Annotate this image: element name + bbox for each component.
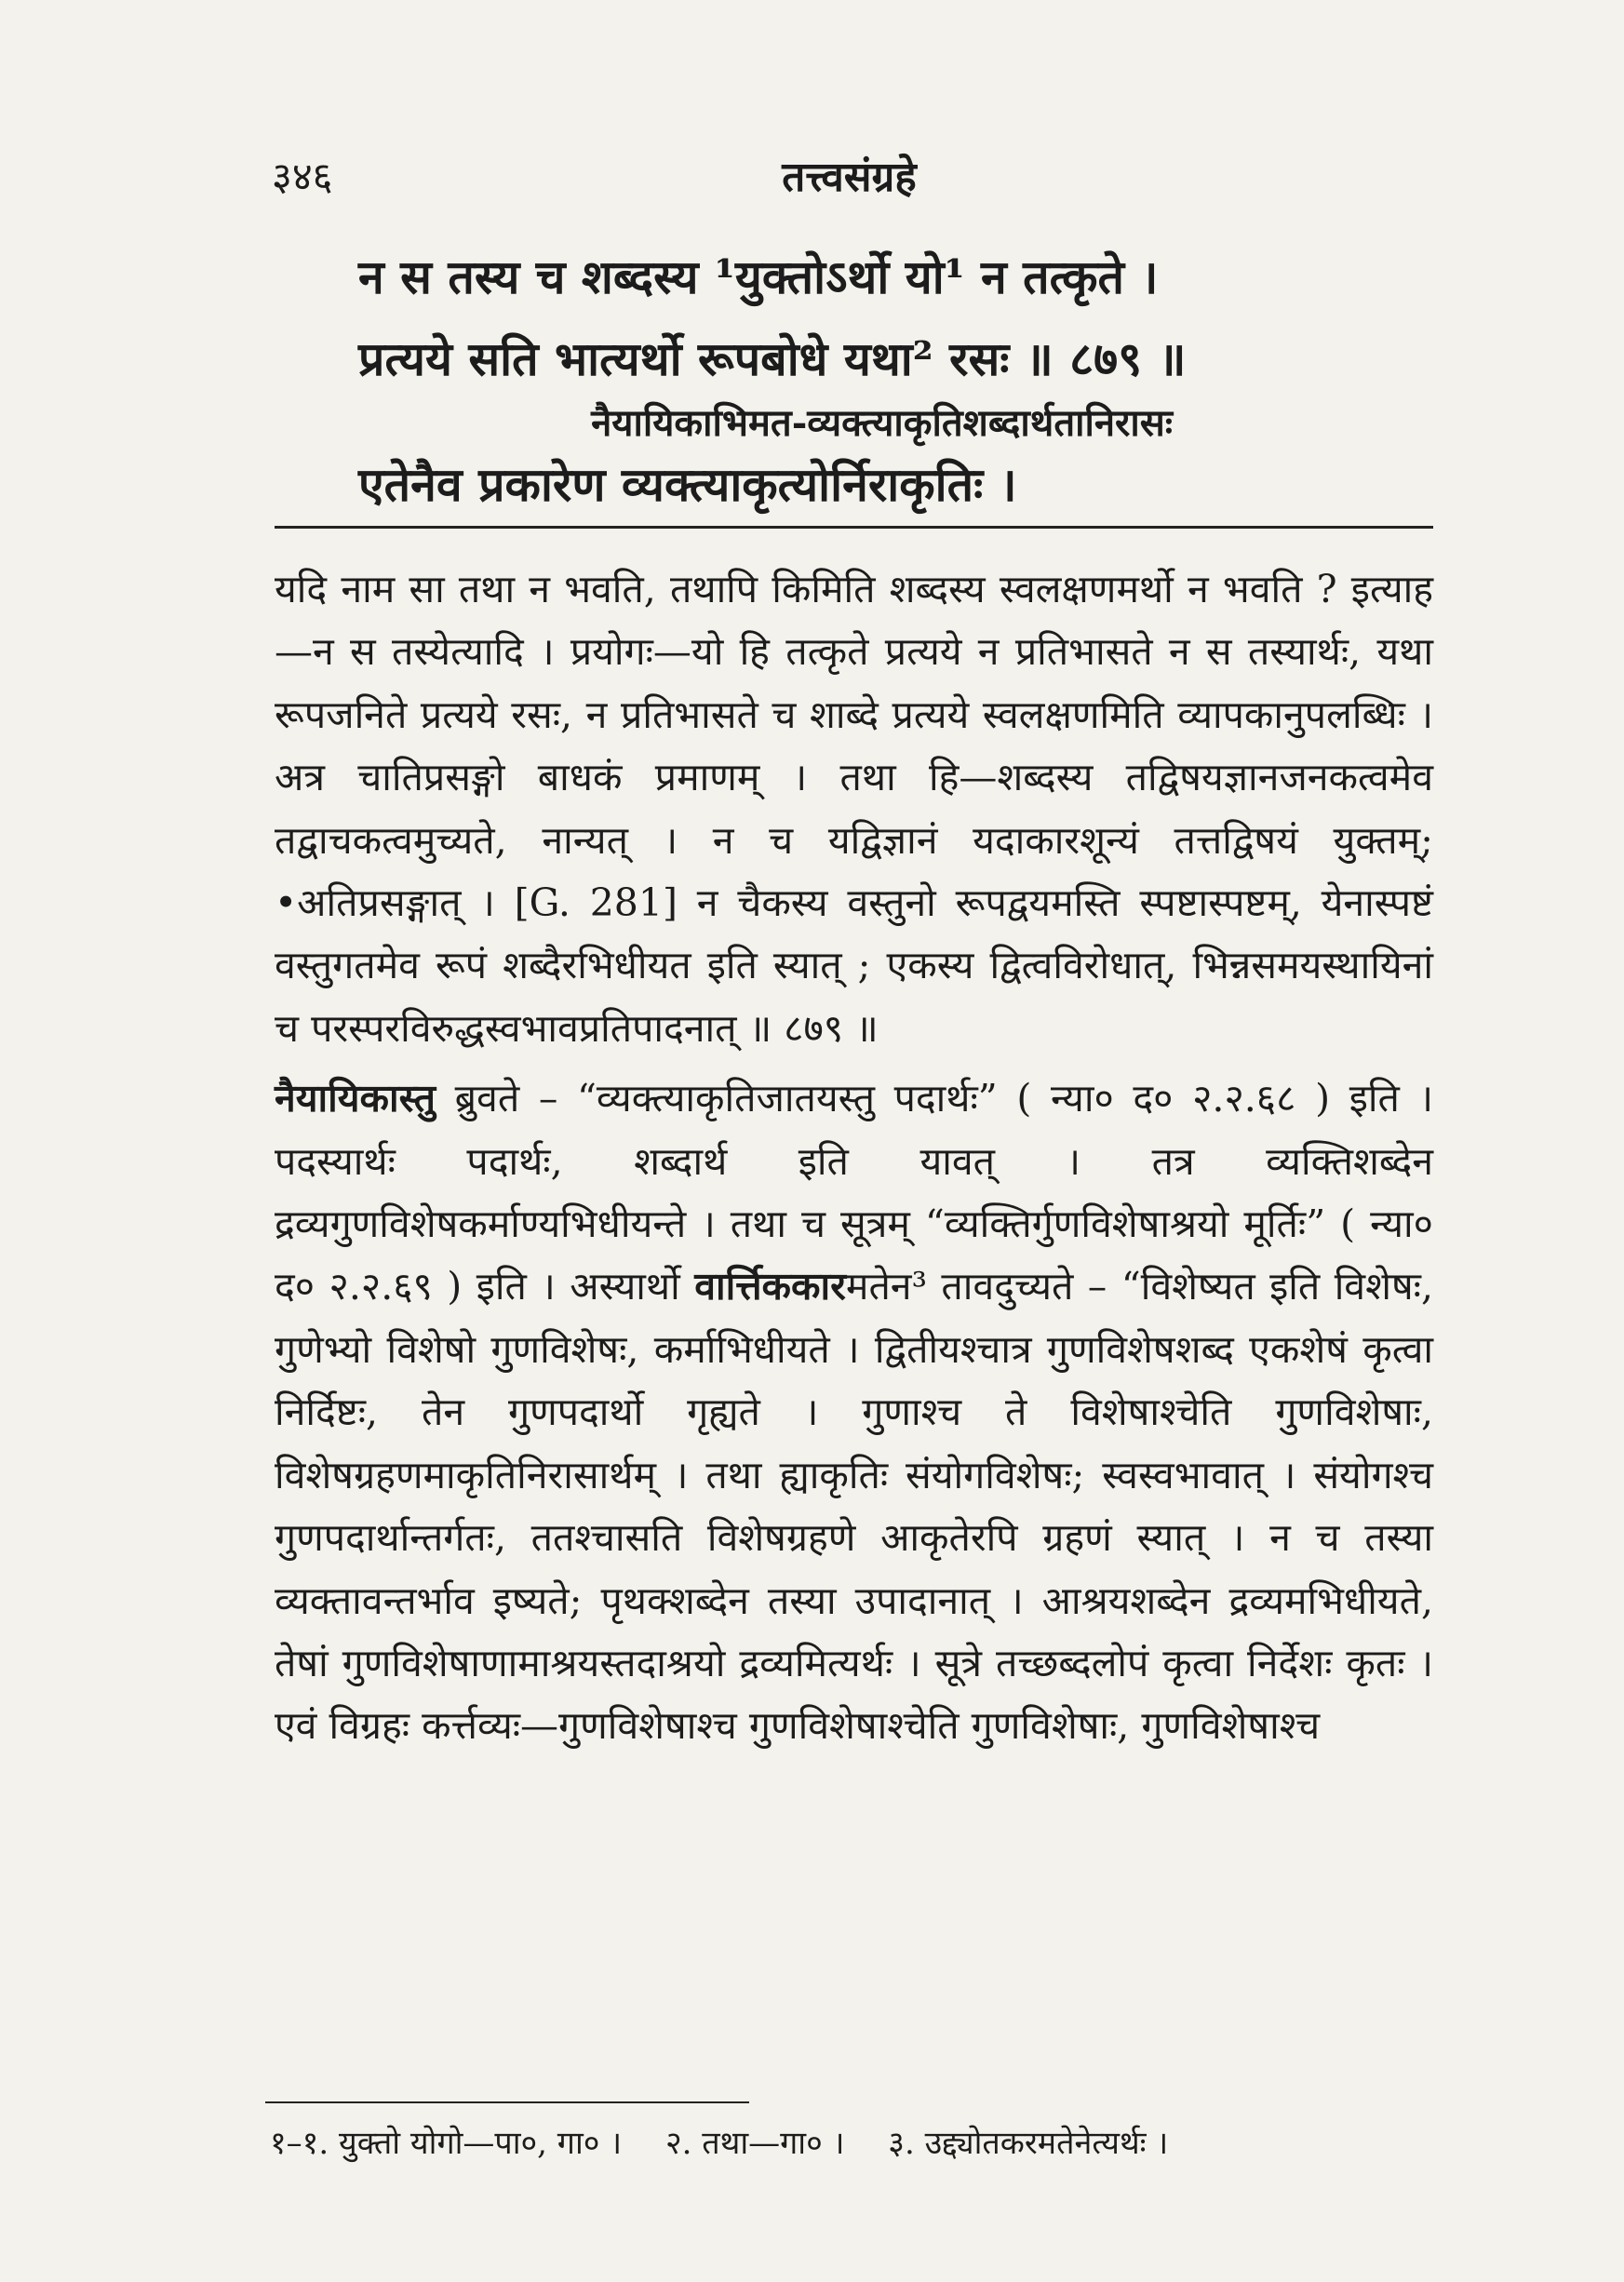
footnote-1: १–१. युक्तो योगो—पा०, गा० । <box>270 2125 623 2162</box>
footnote-3: ३. उद्द्योतकरमतेनेत्यर्थः । <box>888 2125 1169 2162</box>
page-header <box>261 140 1438 214</box>
commentary-paragraph-2 <box>275 1067 1433 1757</box>
verse-line-2: प्रत्यये सति भात्यर्थो रूपबोधे यथा² रसः ॥ ८७९ ॥ <box>358 331 1187 386</box>
vartikakara-term: वार्त्तिककार <box>694 1264 846 1309</box>
footnote-2: २. तथा—गा० । <box>664 2125 845 2162</box>
footnote-divider <box>265 2101 749 2103</box>
top-divider <box>275 526 1433 529</box>
footnotes <box>270 2120 1443 2163</box>
paragraph-text-a: ब्रुवते – “व्यक्त्याकृतिजातयस्तु पदार्थः” ( न्या० द० २.२.६८ ) इति । पदस्यार्थः पदार्थः, शब्दार्थ इति यावत् । तत्र व्यक्तिशब्देन द्रव्यगुणविशेषकर्माण्यभिधीयन्ते । तथा च सूत्रम् “व्यक्तिर्गुणविशेषाश्रयो मूर्तिः” ( न्या० द० २.२.६९ ) इति । अस्यार्थो <box>275 1076 1433 1309</box>
running-title: तत्त्वसंग्रहे <box>782 154 917 201</box>
verse-line-4: एतेनैव प्रकारेण व्यक्त्याकृत्योर्निराकृतिः । <box>358 457 1017 512</box>
paragraph-text-b: मतेन³ तावदुच्यते – “विशेष्यत इति विशेषः, गुणेभ्यो विशेषो गुणविशेषः, कर्माभिधीयते । द्वितीयश्चात्र गुणविशेषशब्द एकशेषं कृत्वा निर्दिष्टः, तेन गुणपदार्थो गृह्यते । गुणाश्च ते विशेषाश्चेति गुणविशेषाः, विशेषग्रहणमाकृतिनिरासार्थम् । तथा ह्याकृतिः संयोगविशेषः; स्वस्वभावात् । संयोगश्च गुणपदार्थान्तर्गतः, ततश्चासति विशेषग्रहणे आकृतेरपि ग्रहणं स्यात् । न च तस्या व्यक्तावन्तर्भाव इष्यते; पृथक्शब्देन तस्या उपादानात् । आश्रयशब्देन द्रव्यमभिधीयते, तेषां गुणविशेषाणामाश्रयस्तदाश्रयो द्रव्यमित्यर्थः । सूत्रे तच्छब्दलोपं कृत्वा निर्देशः कृतः । एवं विग्रहः कर्त्तव्यः—गुणविशेषाश्च गुणविशेषाश्चेति गुणविशेषाः, गुणविशेषाश्च <box>275 1264 1433 1749</box>
verse-line-1: न स तस्य च शब्दस्य ¹युक्तोऽर्थो यो¹ न तत्कृते । <box>358 249 1159 304</box>
paragraph-lead-term: नैयायिकास्तु <box>275 1076 436 1121</box>
commentary-body <box>275 558 1433 1758</box>
section-heading: नैयायिकाभिमत-व्यक्त्याकृतिशब्दार्थतानिरासः <box>591 401 1173 445</box>
page-number: ३४६ <box>272 154 333 199</box>
commentary-paragraph-1: यदि नाम सा तथा न भवति, तथापि किमिति शब्दस्य स्वलक्षणमर्थो न भवति ? इत्याह—न स तस्येत्यादि । प्रयोगः—यो हि तत्कृते प्रत्यये न प्रतिभासते न स तस्यार्थः, यथा रूपजनिते प्रत्यये रसः, न प्रतिभासते च शाब्दे प्रत्यये स्वलक्षणमिति व्यापकानुपलब्धिः । अत्र चातिप्रसङ्गो बाधकं प्रमाणम् । तथा हि—शब्दस्य तद्विषयज्ञानजनकत्वमेव तद्वाचकत्वमुच्यते, नान्यत् । न च यद्विज्ञानं यदाकारशून्यं तत्तद्विषयं युक्तम्; •अतिप्रसङ्गात् । [G. 281] न चैकस्य वस्तुनो रूपद्वयमस्ति स्पष्टास्पष्टम्, येनास्पष्टं वस्तुगतमेव रूपं शब्दैरभिधीयत इति स्यात् ; एकस्य द्वित्वविरोधात्, भिन्नसमयस्थायिनां च परस्परविरुद्धस्वभावप्रतिपादनात् ॥ ८७९ ॥ <box>275 567 1434 1051</box>
